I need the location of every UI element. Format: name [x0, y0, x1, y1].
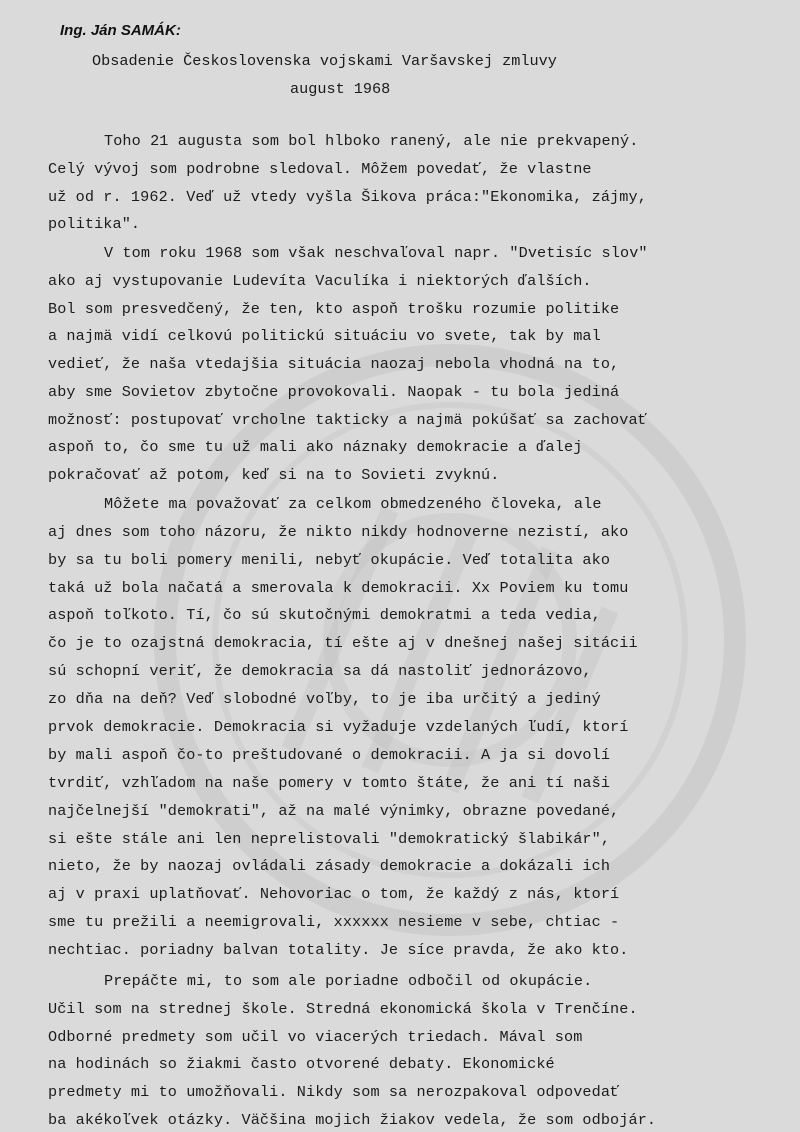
text-line: Môžete ma považovať za celkom obmedzeného človeka, ale — [104, 495, 602, 513]
text-line: sme tu prežili a neemigrovali, xxxxxx nesieme v sebe, chtiac - — [48, 913, 620, 931]
text-line: nechtiac. poriadny balvan totality. Je síce pravda, že ako kto. — [48, 941, 629, 959]
text-line: sú schopní veriť, že demokracia sa dá nastoliť jednorázovo, — [48, 662, 592, 680]
text-line: prvok demokracie. Demokracia si vyžaduje vzdelaných ľudí, ktorí — [48, 718, 629, 736]
author-name: Ing. Ján SAMÁK: — [60, 22, 181, 39]
text-line: Toho 21 augusta som bol hlboko ranený, ale nie prekvapený. — [104, 132, 639, 150]
text-line: by mali aspoň čo-to preštudované o demokracii. A ja si dovolí — [48, 746, 611, 764]
text-line: by sa tu boli pomery menili, nebyť okupácie. Veď totalita ako — [48, 551, 611, 569]
text-line: Odborné predmety som učil vo viacerých triedach. Mával som — [48, 1028, 583, 1046]
text-line: predmety mi to umožňovali. Nikdy som sa nerozpakoval odpovedať — [48, 1083, 620, 1101]
document-title: Obsadenie Československa vojskami Varšavskej zmluvy — [92, 52, 557, 70]
text-line: zo dňa na deň? Veď slobodné voľby, to je iba určitý a jediný — [48, 690, 601, 708]
text-line: politika". — [48, 215, 141, 233]
text-line: si ešte stále ani len neprelistovali "demokratický šlabikár", — [48, 830, 611, 848]
text-line: taká už bola načatá a smerovala k demokracii. Xx Poviem ku tomu — [48, 579, 629, 597]
text-line: ako aj vystupovanie Ludevíta Vaculíka i niektorých ďalších. — [48, 272, 592, 290]
text-line: aby sme Sovietov zbytočne provokovali. Naopak - tu bola jediná — [48, 383, 620, 401]
text-line: pokračovať až potom, keď si na to Sovieti zvyknú. — [48, 466, 500, 484]
text-line: aspoň toľkoto. Tí, čo sú skutočnými demokratmi a teda vedia, — [48, 606, 601, 624]
text-line: už od r. 1962. Veď už vtedy vyšla Šikova práca:"Ekonomika, zájmy, — [48, 188, 647, 206]
text-line: aj v praxi uplatňovať. Nehovoriac o tom, že každý z nás, ktorí — [48, 885, 620, 903]
text-line: V tom roku 1968 som však neschvaľoval napr. "Dvetisíc slov" — [104, 244, 648, 262]
text-line: čo je to ozajstná demokracia, tí ešte aj v dnešnej našej sitácii — [48, 634, 638, 652]
text-line: a najmä vidí celkovú politickú situáciu vo svete, tak by mal — [48, 327, 601, 345]
text-line: vedieť, že naša vtedajšia situácia naozaj nebola vhodná na to, — [48, 355, 620, 373]
document-date: august 1968 — [290, 80, 391, 98]
text-line: na hodinách so žiakmi často otvorené debaty. Ekonomické — [48, 1055, 555, 1073]
text-line: Bol som presvedčený, že ten, kto aspoň trošku rozumie politike — [48, 300, 620, 318]
text-line: aspoň to, čo sme tu už mali ako náznaky demokracie a ďalej — [48, 438, 583, 456]
text-line: Učil som na strednej škole. Stredná ekonomická škola v Trenčíne. — [48, 1000, 638, 1018]
text-line: tvrdiť, vzhľadom na naše pomery v tomto štáte, že ani tí naši — [48, 774, 611, 792]
text-line: možnosť: postupovať vrcholne takticky a najmä pokúšať sa zachovať — [48, 411, 647, 429]
text-line: nieto, že by naozaj ovládali zásady demokracie a dokázali ich — [48, 857, 611, 875]
text-line: najčelnejší "demokrati", až na malé výnimky, obrazne povedané, — [48, 802, 620, 820]
text-line: ba akékoľvek otázky. Väčšina mojich žiakov vedela, že som odbojár. — [48, 1111, 657, 1129]
text-line: aj dnes som toho názoru, že nikto nikdy hodnoverne nezistí, ako — [48, 523, 629, 541]
text-line: Prepáčte mi, to som ale poriadne odbočil od okupácie. — [104, 972, 593, 990]
text-line: Celý vývoj som podrobne sledoval. Môžem povedať, že vlastne — [48, 160, 592, 178]
